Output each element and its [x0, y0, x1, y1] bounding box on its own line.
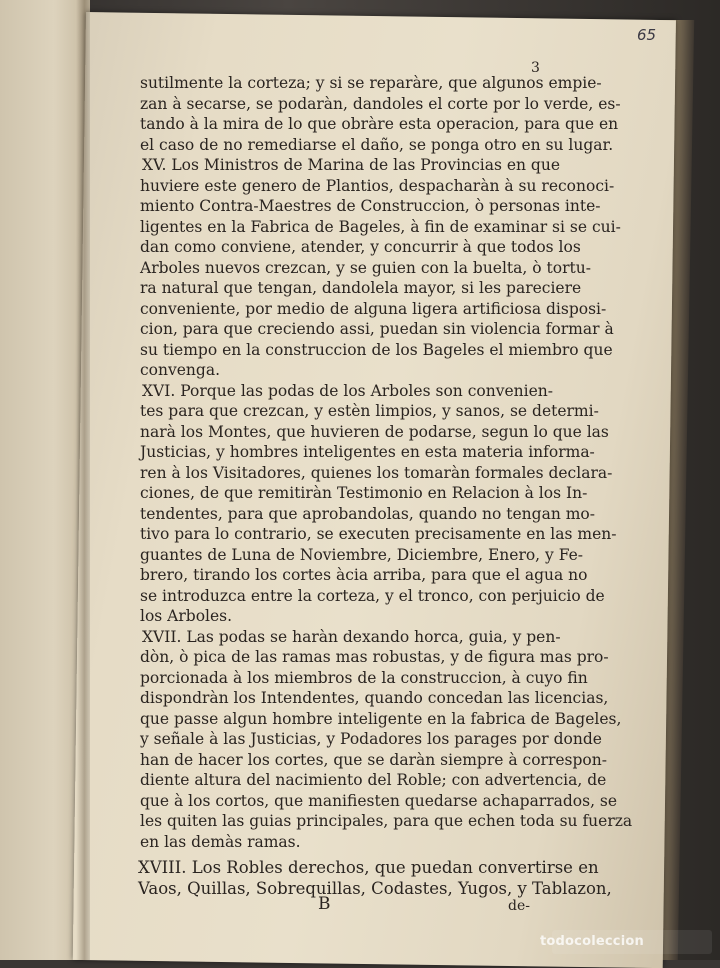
- book-gutter: [76, 0, 90, 960]
- text-line: Vaos, Quillas, Sobrequillas, Codastes, Yugos, y Tablazon,: [138, 878, 612, 898]
- text-line: su tiempo en la construccion de los Bageles el miembro que: [140, 340, 613, 359]
- text-line: porcionada à los miembros de la construccion, à cuyo fin: [140, 668, 588, 687]
- page-number: 3: [531, 60, 540, 76]
- text-line: diente altura del nacimiento del Roble; con advertencia, de: [140, 771, 607, 789]
- text-line: tando à la mira de lo que obràre esta operacion, para que en: [140, 115, 619, 133]
- text-line: los Arboles.: [140, 607, 233, 625]
- text-line: y señale à las Justicias, y Podadores los parages por donde: [140, 730, 602, 748]
- text-line: el caso de no remediarse el daño, se ponga otro en su lugar.: [140, 135, 614, 154]
- text-line: dan como conviene, atender, y concurrir à que todos los: [140, 238, 581, 256]
- text-line: tendentes, para que aprobandolas, quando no tengan mo-: [140, 504, 596, 523]
- text-line: XVIII. Los Robles derechos, que puedan convertirse en: [138, 858, 599, 877]
- text-line: narà los Montes, que huvieren de podarse, segun lo que las: [140, 422, 609, 441]
- text-line: sutilmente la corteza; y si se reparàre, que algunos empie-: [140, 74, 602, 92]
- text-line: les quiten las guias principales, para que echen toda su fuerza: [140, 812, 633, 830]
- text-line: ra natural que tengan, dandolela mayor, si les pareciere: [140, 279, 582, 297]
- text-line: dòn, ò pica de las ramas mas robustas, y de figura mas pro-: [140, 648, 609, 666]
- text-line: XVII. Las podas se haràn dexando horca, guia, y pen-: [142, 627, 561, 646]
- text-line: se introduzca entre la corteza, y el tronco, con perjuicio de: [140, 586, 605, 605]
- text-line: XV. Los Ministros de Marina de las Provincias en que: [142, 156, 560, 174]
- text-line: que à los cortos, que manifiesten quedarse achaparrados, se: [140, 791, 618, 810]
- text-line: en las demàs ramas.: [140, 832, 301, 851]
- text-line: zan à secarse, se podaràn, dandoles el corte por lo verde, es-: [140, 94, 621, 113]
- text-line: brero, tirando los cortes àcia arriba, para que el agua no: [140, 566, 588, 584]
- text-line: convenga.: [140, 361, 220, 379]
- text-line: ciones, de que remitiràn Testimonio en Relacion à los In-: [140, 484, 588, 502]
- text-line: conveniente, por medio de alguna ligera artificiosa disposi-: [140, 299, 607, 318]
- text-line: miento Contra-Maestres de Construccion, ò personas inte-: [140, 197, 601, 215]
- text-line: Arboles nuevos crezcan, y se guien con la buelta, ò tortu-: [140, 258, 591, 277]
- text-line: huviere este genero de Plantios, despacharàn à su reconoci-: [140, 176, 615, 195]
- text-line: tivo para lo contrario, se executen precisamente en las men-: [140, 525, 617, 543]
- text-line: que passe algun hombre inteligente en la fabrica de Bageles,: [140, 709, 622, 728]
- text-line: dispondràn los Intendentes, quando concedan las licencias,: [140, 689, 609, 707]
- folio-number: 65: [637, 26, 657, 44]
- text-line: cion, para que creciendo assi, puedan sin violencia formar à: [140, 320, 614, 338]
- watermark-logo: todocoleccion: [540, 934, 644, 949]
- text-line: XVI. Porque las podas de los Arboles son convenien-: [142, 381, 553, 400]
- text-line: tes para que crezcan, y estèn limpios, y sanos, se determi-: [140, 402, 599, 420]
- catchword: de-: [508, 898, 530, 914]
- signature-mark: B: [318, 894, 331, 914]
- text-line: ren à los Visitadores, quienes los tomaràn formales declara-: [140, 463, 613, 482]
- text-line: guantes de Luna de Noviembre, Diciembre, Enero, y Fe-: [140, 545, 584, 564]
- text-line: Justicias, y hombres inteligentes en esta materia informa-: [140, 443, 595, 461]
- text-line: ligentes en la Fabrica de Bageles, à fin de examinar si se cui-: [140, 217, 621, 236]
- text-line: han de hacer los cortes, que se daràn siempre à correspon-: [140, 750, 607, 769]
